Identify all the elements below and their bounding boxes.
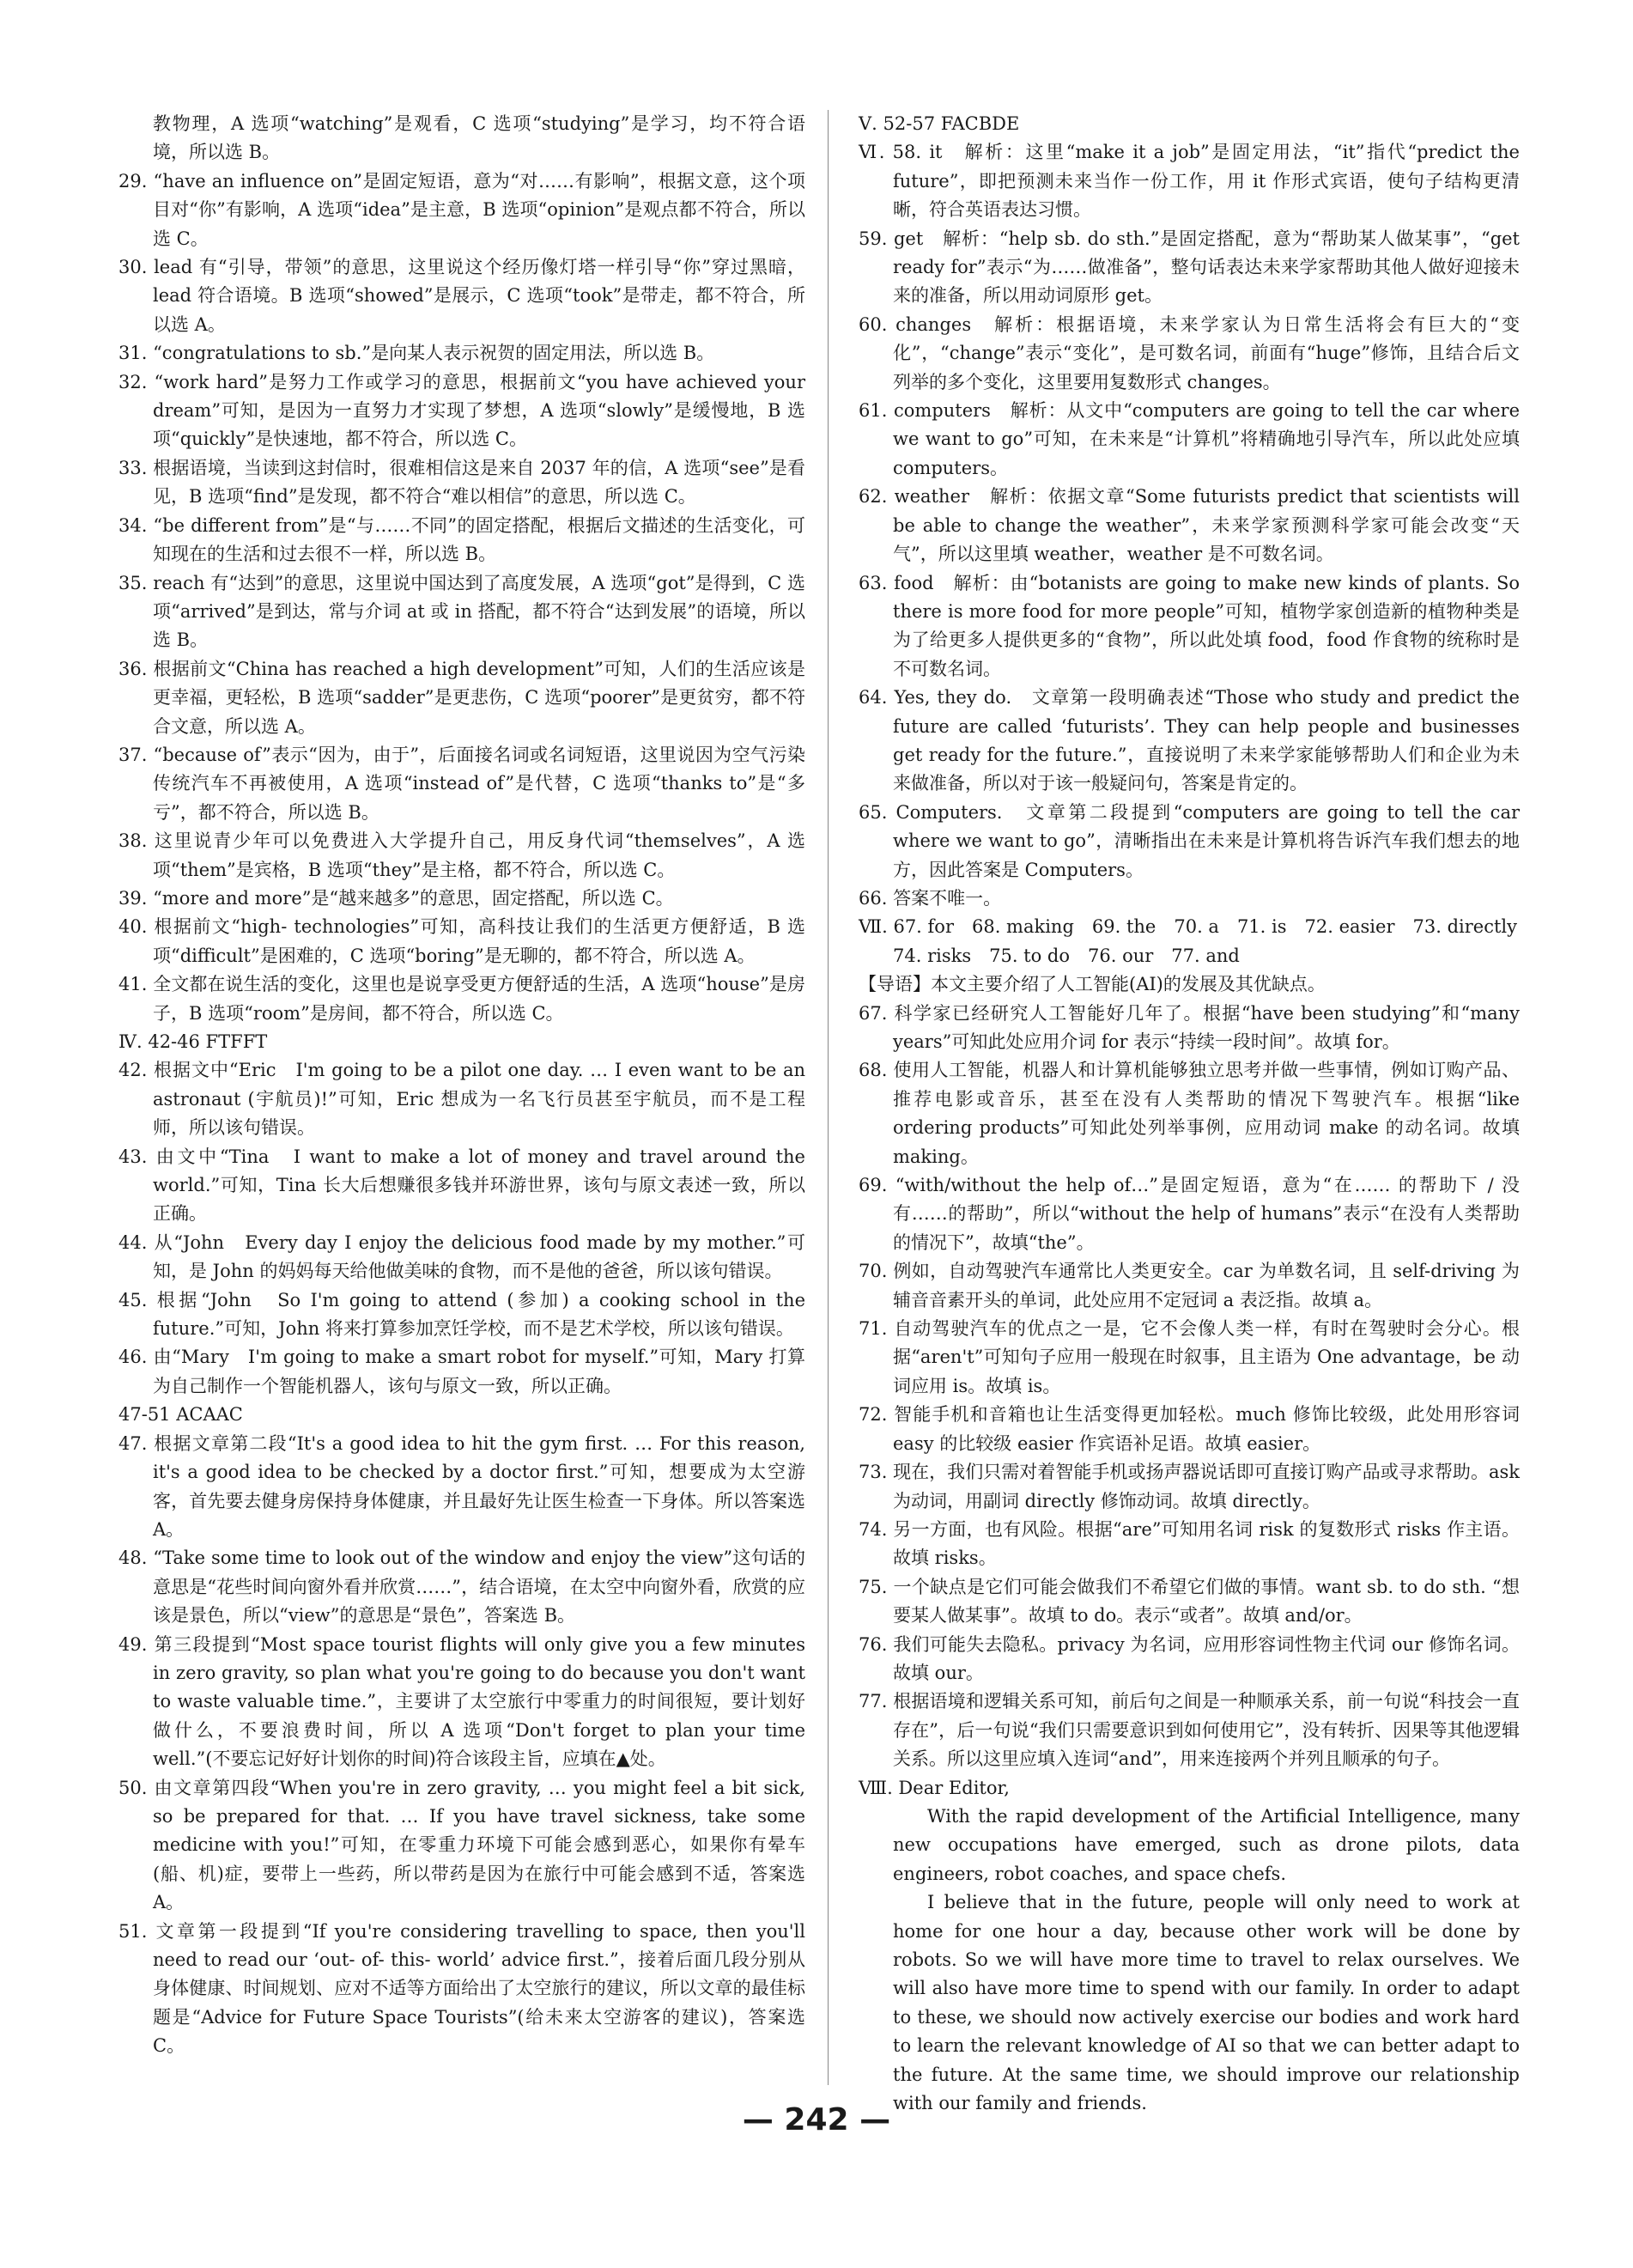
answer-item: 59. get 解析：“help sb. do sth.”是固定搭配，意为“帮助某人做某事”，“get ready for”表示“为……做准备”，整句话表达未来学家帮助其他人做好迎接未来的准备，所以用动词原形 get。 [859, 228, 1520, 307]
answer-item: 43. 由文中“Tina I want to make a lot of money and travel around the world.”可知，Tina 长大后想赚很多钱并环游世界，该句与原文表述一致，所以正确。 [118, 1146, 805, 1225]
answer-item: 73. 现在，我们只需对着智能手机或扬声器说话即可直接订购产品或寻求帮助。ask 为动词，用副词 directly 修饰动词。故填 directly。 [859, 1462, 1520, 1511]
answer-item: 66. 答案不唯一。 [859, 887, 1002, 909]
answer-item: 71. 自动驾驶汽车的优点之一是，它不会像人类一样，有时在驾驶时会分心。根据“aren't”可知句子应用一般现在时叙事，且主语为 One advantage，be 动词应用 is。故填 is。 [859, 1318, 1520, 1396]
answer-item: 76. 我们可能失去隐私。privacy 为名词，应用形容词性物主代词 our 修饰名词。故填 our。 [859, 1633, 1520, 1683]
answer-item: 34. “be different from”是“与……不同”的固定搭配，根据后文描述的生活变化，可知现在的生活和过去很不一样，所以选 B。 [118, 514, 805, 565]
answer-item: Ⅶ. 67. for 68. making 69. the 70. a 71. is 72. easier 73. directly [859, 916, 1517, 938]
answer-item: 31. “congratulations to sb.”是向某人表示祝贺的固定用法，所以选 B。 [118, 343, 715, 364]
answer-item: With the rapid development of the Artificial Intelligence, many new occupations have emerged, such as drone pilots, data engineers, robot coaches, and space chefs. [893, 1805, 1520, 1884]
answer-item: 62. weather 解析：依据文章“Some futurists predict that scientists will be able to change the weather”，未来学家预测科学家可能会改变“天气”，所以这里填 weather，weather 是不可数名词。 [859, 486, 1520, 565]
answer-item: 39. “more and more”是“越来越多”的意思，固定搭配，所以选 C。 [118, 887, 674, 909]
answer-item: 30. lead 有“引导，带领”的意思，这里说这个经历像灯塔一样引导“你”穿过黑暗，lead 符合语境。B 选项“showed”是展示，C 选项“took”是带走，都不符合，所以选 A。 [118, 257, 805, 335]
answer-item: 51. 文章第一段提到“If you're considering travelling to space, then you'll need to read our ‘out- of- this- world’ advice first.”，接着后面几段分别从身体健康、时间规划、应对不适等方面给出了太空旅行的建议，所以文章的最佳标题是“Advice for Future Space Tourists”(给未来太空游客的建议)，答案选 C。 [118, 1920, 805, 2057]
answer-item: 72. 智能手机和音箱也让生活变得更加轻松。much 修饰比较级，此处用形容词 easy 的比较级 easier 作宾语补足语。故填 easier。 [859, 1404, 1520, 1454]
answer-item: 49. 第三段提到“Most space tourist flights will only give you a few minutes in zero gravity, so plan what you're going to do because you don't want to waste valuable time.”，主要讲了太空旅行中零重力的时间很短，要计划好做什么，不要浪费时间，所以 A 选项“Don't forget to plan your time well.”(不要忘记好好计划你的时间)符合该段主旨，应填在▲处。 [118, 1633, 805, 1770]
answer-item: 74. risks 75. to do 76. our 77. and [893, 945, 1240, 966]
answer-item: I believe that in the future, people will only need to work at home for one hour a day, because other work will be done by robots. So we will have more time to travel to relax ourselves. We will also have more time to spend with our family. In order to adapt to these, we should now actively exercise our bodies and work hard to learn the relevant knowledge of AI so that we can better adapt to the future. At the same time, we should improve our relationship with our family and friends. [893, 1892, 1520, 2114]
answer-item: 35. reach 有“达到”的意思，这里说中国达到了高度发展，A 选项“got”是得到，C 选项“arrived”是到达，常与介词 at 或 in 搭配，都不符合“达到发展”的语境，所以选 B。 [118, 572, 805, 651]
answer-item: 70. 例如，自动驾驶汽车通常比人类更安全。car 为单数名词，且 self-driving 为辅音音素开头的单词，此处应用不定冠词 a 表泛指。故填 a。 [859, 1261, 1520, 1310]
answer-item: Ⅳ. 42-46 FTFFT [118, 1031, 268, 1052]
answer-item: 67. 科学家已经研究人工智能好几年了。根据“have been studying”和“many years”可知此处应用介词 for 表示“持续一段时间”。故填 for。 [859, 1002, 1520, 1052]
answer-item: 69. “with/without the help of…”是固定短语，意为“在…… 的帮助下 / 没有……的帮助”，所以“without the help of humans”表示“在没有人类帮助的情况下”，故填“the”。 [859, 1175, 1520, 1253]
answer-item: 48. “Take some time to look out of the window and enjoy the view”这句话的意思是“花些时间向窗外看并欣赏……”，结合语境，在太空中向窗外看，欣赏的应该是景色，所以“view”的意思是“景色”，答案选 B。 [118, 1547, 805, 1627]
answer-item: 47. 根据文章第二段“It's a good idea to hit the gym first. … For this reason, it's a good idea to be checked by a doctor first.”可知，想要成为太空游客，首先要去健身房保持身体健康，并且最好先让医生检查一下身体。所以答案选 A。 [118, 1432, 805, 1540]
answer-item: 47-51 ACAAC [118, 1404, 243, 1426]
answer-item: 41. 全文都在说生活的变化，这里也是说享受更方便舒适的生活，A 选项“house”是房子，B 选项“room”是房间，都不符合，所以选 C。 [118, 974, 805, 1024]
answer-item: 63. food 解析：由“botanists are going to make new kinds of plants. So there is more food for more people”可知，植物学家创造新的植物种类是为了给更多人提供更多的“食物”，所以此处填 food，food 作食物的统称时是不可数名词。 [859, 572, 1520, 679]
answer-item: 教物理，A 选项“watching”是观看，C 选项“studying”是学习，均不符合语境，所以选 B。 [153, 113, 805, 163]
answer-item: 74. 另一方面，也有风险。根据“are”可知用名词 risk 的复数形式 risks 作主语。故填 risks。 [859, 1518, 1520, 1569]
answer-item: 40. 根据前文“high- technologies”可知，高科技让我们的生活更方便舒适，B 选项“difficult”是困难的，C 选项“boring”是无聊的，都不符合，所以选 A。 [118, 916, 805, 966]
right-column [859, 110, 1520, 2118]
answer-item: 77. 根据语境和逻辑关系可知，前后句之间是一种顺承关系，前一句说“科技会一直存在”，后一句说“我们只需要意识到如何使用它”，没有转折、因果等其他逻辑关系。所以这里应填入连词“and”，用来连接两个并列且顺承的句子。 [859, 1691, 1520, 1770]
answer-item: Ⅴ. 52-57 FACBDE [859, 113, 1020, 134]
answer-item: Ⅵ. 58. it 解析：这里“make it a job”是固定用法，“it”指代“predict the future”，即把预测未来当作一份工作，用 it 作形式宾语，使句子结构更清晰，符合英语表达习惯。 [859, 142, 1520, 221]
answer-item: 45. 根据“John So I'm going to attend (参加) a cooking school in the future.”可知，John 将来打算参加烹饪学校，而不是艺术学校，所以该句错误。 [118, 1289, 805, 1340]
left-column [118, 110, 805, 2061]
answer-item: 33. 根据语境，当读到这封信时，很难相信这是来自 2037 年的信，A 选项“see”是看见，B 选项“find”是发现，都不符合“难以相信”的意思，所以选 C。 [118, 457, 805, 508]
answer-item: 50. 由文章第四段“When you're in zero gravity, … you might feel a bit sick, so be prepared for that. … If you have travel sickness, take some medicine with you!”可知，在零重力环境下可能会感到恶心，如果你有晕车(船、机)症，要带上一些药，所以带药是因为在旅行中可能会感到不适，答案选 A。 [118, 1777, 805, 1913]
answer-item: 29. “have an influence on”是固定短语，意为“对……有影响”，根据文意，这个项目对“你”有影响，A 选项“idea”是主意，B 选项“opinion”是观点都不符合，所以选 C。 [118, 170, 805, 249]
answer-item: 64. Yes, they do. 文章第一段明确表述“Those who study and predict the future are called ‘futurists’. They can help people and businesses get ready for the future.”，直接说明了未来学家能够帮助人们和企业为未来做准备，所以对于该一般疑问句，答案是肯定的。 [859, 687, 1520, 794]
answer-item: 68. 使用人工智能，机器人和计算机能够独立思考并做一些事情，例如订购产品、推荐电影或音乐，甚至在没有人类帮助的情况下驾驶汽车。根据“like ordering products”可知此处列举事例，应用动词 make 的动名词。故填 making。 [859, 1060, 1520, 1167]
answer-item: 32. “work hard”是努力工作或学习的意思，根据前文“you have achieved your dream”可知，是因为一直努力才实现了梦想，A 选项“slowly”是缓慢地，B 选项“quickly”是快速地，都不符合，所以选 C。 [118, 371, 805, 450]
column-divider [828, 110, 829, 2085]
answer-item: 38. 这里说青少年可以免费进入大学提升自己，用反身代词“themselves”，A 选项“them”是宾格，B 选项“they”是主格，都不符合，所以选 C。 [118, 830, 805, 880]
answer-item: 36. 根据前文“China has reached a high development”可知，人们的生活应该是更幸福，更轻松，B 选项“sadder”是更悲伤，C 选项“poorer”是更贫穷，都不符合文意，所以选 A。 [118, 658, 805, 737]
answer-item: 37. “because of”表示“因为，由于”，后面接名词或名词短语，这里说因为空气污染传统汽车不再被使用，A 选项“instead of”是代替，C 选项“thanks to”是“多亏”，都不符合，所以选 B。 [118, 744, 805, 823]
answer-item: Ⅷ. Dear Editor, [859, 1777, 1010, 1798]
page-number: — 242 — [742, 2102, 891, 2137]
answer-item: 75. 一个缺点是它们可能会做我们不希望它们做的事情。want sb. to do sth. “想要某人做某事”。故填 to do。表示“或者”。故填 and/or。 [859, 1576, 1520, 1627]
answer-item: 44. 从“John Every day I enjoy the delicious food made by my mother.”可知，是 John 的妈妈每天给他做美味的食物，而不是他的爸爸，所以该句错误。 [118, 1231, 805, 1282]
answer-item: 42. 根据文中“Eric I'm going to be a pilot one day. … I even want to be an astronaut (宇航员)!”可知，Eric 想成为一名飞行员甚至宇航员，而不是工程师，所以该句错误。 [118, 1060, 806, 1139]
answer-item: 61. computers 解析：从文中“computers are going to tell the car where we want to go”可知，在未来是“计算机”将精确地引导汽车，所以此处应填 computers。 [859, 400, 1520, 478]
answer-item: 46. 由“Mary I'm going to make a smart robot for myself.”可知，Mary 打算为自己制作一个智能机器人，该句与原文一致，所以正确。 [118, 1347, 805, 1396]
answer-item: 【导语】本文主要介绍了人工智能(AI)的发展及其优缺点。 [859, 974, 1326, 995]
answer-item: 60. changes 解析：根据语境，未来学家认为日常生活将会有巨大的“变化”，“change”表示“变化”，是可数名词，前面有“huge”修饰，且结合后文列举的多个变化，这里要用复数形式 changes。 [859, 313, 1520, 392]
answer-item: 65. Computers. 文章第二段提到“computers are going to tell the car where we want to go”，清晰指出在未来是计算机将告诉汽车我们想去的地方，因此答案是 Computers。 [859, 801, 1520, 880]
